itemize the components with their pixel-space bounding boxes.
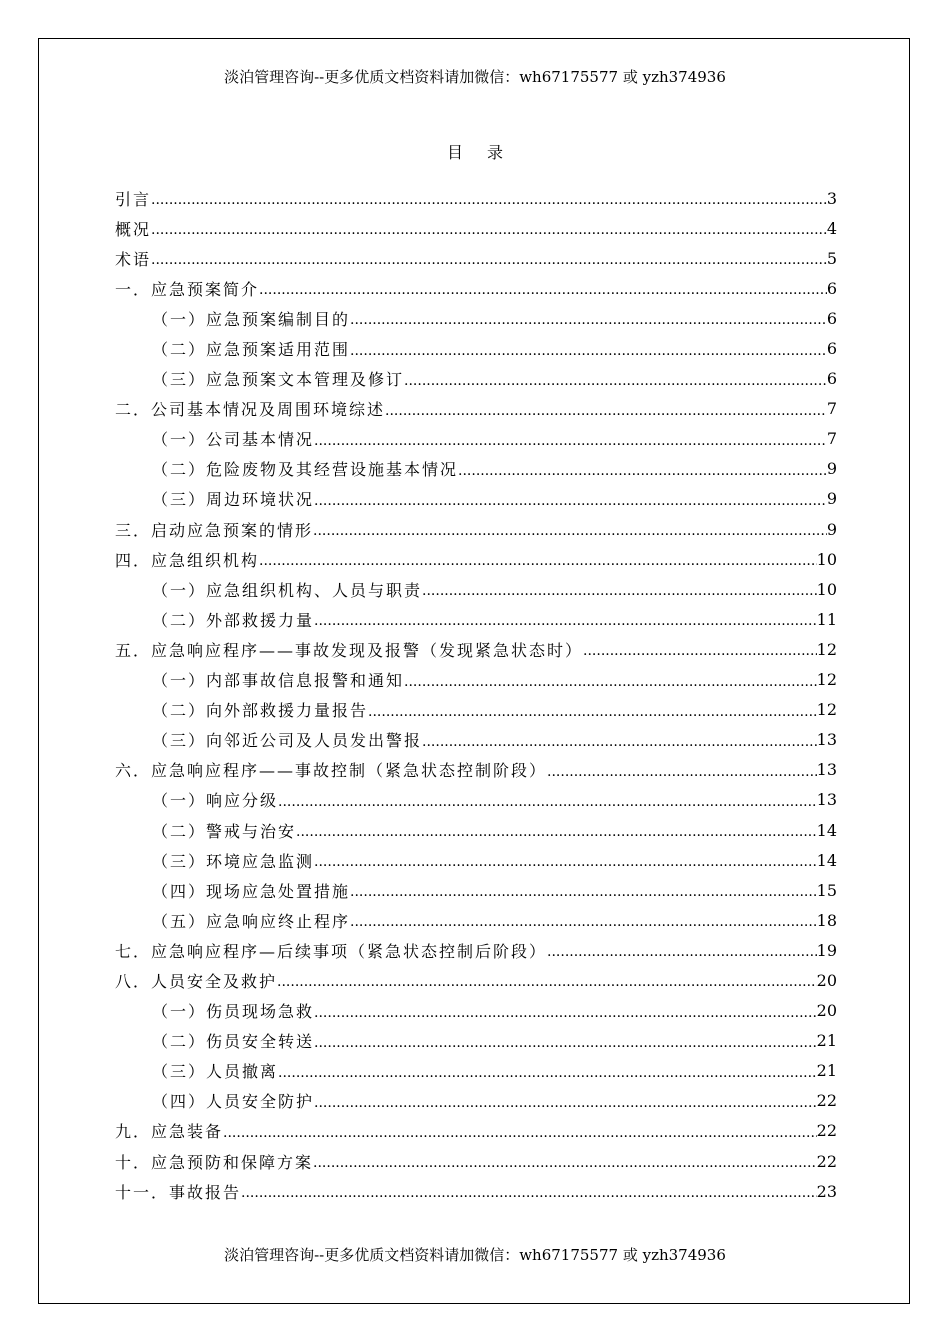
toc-entry[interactable]: [115, 424, 837, 454]
toc-leader-dots: [259, 282, 827, 298]
toc-leader-dots: [313, 523, 827, 539]
toc-entry-page: 12: [816, 670, 837, 690]
toc-entry-page: 18: [816, 910, 837, 930]
toc-entry-page: 22: [816, 1151, 837, 1171]
toc-entry-label: （五）应急响应终止程序: [152, 911, 351, 931]
toc-entry[interactable]: [115, 1146, 837, 1176]
toc-leader-dots: [241, 1185, 817, 1201]
toc-leader-dots: [314, 854, 817, 870]
toc-entry[interactable]: [115, 634, 837, 664]
toc-entry-page: 12: [816, 700, 837, 720]
toc-entry-page: 9: [826, 459, 837, 479]
toc-entry-page: 23: [816, 1181, 837, 1201]
toc-entry-page: 20: [816, 970, 837, 990]
toc-leader-dots: [422, 734, 817, 750]
toc-entry-page: 9: [826, 519, 837, 539]
toc-entry[interactable]: [115, 785, 837, 815]
toc-entry-label: （二）应急预案适用范围: [152, 340, 351, 360]
toc-entry[interactable]: [115, 394, 837, 424]
toc-entry-label: （四）人员安全防护: [152, 1092, 315, 1112]
toc-entry-label: 九．应急装备: [115, 1122, 224, 1142]
toc-entry-page: 21: [816, 1061, 837, 1081]
toc-leader-dots: [259, 553, 817, 569]
toc-leader-dots: [296, 824, 817, 840]
toc-entry-label: （三）人员撤离: [152, 1062, 279, 1082]
toc-entry-page: 5: [826, 248, 837, 268]
toc-entry-page: 6: [826, 308, 837, 328]
toc-leader-dots: [404, 373, 827, 389]
toc-entry[interactable]: [115, 755, 837, 785]
toc-entry-label: 三．启动应急预案的情形: [115, 520, 314, 540]
toc-entry[interactable]: [115, 875, 837, 905]
toc-leader-dots: [314, 1095, 817, 1111]
toc-entry-page: 3: [826, 188, 837, 208]
toc-title: 目录: [446, 143, 527, 162]
toc-entry-page: 15: [816, 880, 837, 900]
toc-leader-dots: [313, 1155, 817, 1171]
table-of-contents: [115, 183, 837, 1206]
toc-entry[interactable]: [115, 243, 837, 273]
toc-entry-label: （二）伤员安全转送: [152, 1032, 315, 1052]
toc-entry-label: （二）警戒与治安: [152, 821, 297, 841]
toc-entry-label: （一）内部事故信息报警和通知: [152, 671, 405, 691]
toc-leader-dots: [547, 764, 817, 780]
toc-entry-label: 术语: [115, 249, 152, 269]
toc-leader-dots: [385, 403, 827, 419]
toc-leader-dots: [404, 674, 817, 690]
toc-leader-dots: [350, 343, 827, 359]
toc-entry-label: （三）向邻近公司及人员发出警报: [152, 731, 423, 751]
toc-entry[interactable]: [115, 996, 837, 1026]
toc-entry-label: （一）应急组织机构、人员与职责: [152, 580, 423, 600]
toc-leader-dots: [350, 914, 817, 930]
toc-leader-dots: [422, 583, 817, 599]
toc-entry-label: （四）现场应急处置措施: [152, 881, 351, 901]
toc-leader-dots: [314, 613, 817, 629]
toc-leader-dots: [314, 493, 827, 509]
toc-entry[interactable]: [115, 333, 837, 363]
toc-entry-label: 一．应急预案简介: [115, 279, 260, 299]
toc-entry[interactable]: [115, 1026, 837, 1056]
toc-entry[interactable]: [115, 273, 837, 303]
toc-entry[interactable]: [115, 695, 837, 725]
toc-entry-label: （一）伤员现场急救: [152, 1002, 315, 1022]
toc-entry[interactable]: [115, 454, 837, 484]
toc-leader-dots: [314, 1035, 817, 1051]
toc-leader-dots: [350, 884, 817, 900]
toc-entry-page: 7: [826, 399, 837, 419]
toc-entry-page: 9: [826, 489, 837, 509]
toc-entry-page: 13: [816, 760, 837, 780]
toc-entry[interactable]: [115, 665, 837, 695]
toc-entry[interactable]: [115, 183, 837, 213]
toc-entry-label: （二）外部救援力量: [152, 610, 315, 630]
toc-entry-label: 十．应急预防和保障方案: [115, 1152, 314, 1172]
toc-entry[interactable]: [115, 1086, 837, 1116]
toc-entry-page: 20: [816, 1001, 837, 1021]
toc-leader-dots: [368, 704, 817, 720]
toc-leader-dots: [223, 1125, 817, 1141]
toc-entry-label: 四．应急组织机构: [115, 550, 260, 570]
toc-leader-dots: [151, 192, 827, 208]
toc-entry-page: 11: [816, 609, 837, 629]
toc-entry-label: （三）应急预案文本管理及修订: [152, 370, 405, 390]
toc-entry[interactable]: [115, 905, 837, 935]
toc-entry-label: 十一．事故报告: [115, 1182, 242, 1202]
toc-entry[interactable]: [115, 604, 837, 634]
toc-entry-label: 二．公司基本情况及周围环境综述: [115, 400, 386, 420]
toc-entry[interactable]: [115, 935, 837, 965]
toc-entry[interactable]: [115, 544, 837, 574]
toc-entry-page: 7: [826, 429, 837, 449]
toc-entry-label: 八．人员安全及救护: [115, 971, 278, 991]
toc-entry[interactable]: [115, 725, 837, 755]
toc-entry-label: （一）公司基本情况: [152, 430, 315, 450]
toc-leader-dots: [278, 1065, 817, 1081]
toc-leader-dots: [547, 944, 817, 960]
toc-entry[interactable]: [115, 213, 837, 243]
toc-entry-page: 10: [816, 549, 837, 569]
toc-entry-label: （一）应急预案编制目的: [152, 309, 351, 329]
toc-leader-dots: [583, 643, 817, 659]
toc-entry-page: 21: [816, 1031, 837, 1051]
toc-leader-dots: [151, 252, 827, 268]
toc-entry-page: 6: [826, 339, 837, 359]
toc-entry[interactable]: [115, 1056, 837, 1086]
toc-leader-dots: [151, 222, 827, 238]
toc-leader-dots: [314, 1005, 817, 1021]
toc-entry-label: （三）环境应急监测: [152, 851, 315, 871]
toc-entry-label: 六．应急响应程序——事故控制（紧急状态控制阶段）: [115, 761, 548, 781]
toc-entry-page: 22: [816, 1121, 837, 1141]
toc-leader-dots: [278, 794, 817, 810]
toc-entry-label: （二）危险废物及其经营设施基本情况: [152, 460, 459, 480]
toc-entry-label: （三）周边环境状况: [152, 490, 315, 510]
toc-entry-label: 引言: [115, 189, 152, 209]
toc-entry-label: （二）向外部救援力量报告: [152, 701, 369, 721]
toc-leader-dots: [350, 312, 827, 328]
toc-entry[interactable]: [115, 815, 837, 845]
toc-entry-page: 4: [826, 218, 837, 238]
toc-leader-dots: [458, 463, 827, 479]
toc-entry-page: 6: [826, 369, 837, 389]
toc-entry-page: 14: [816, 820, 837, 840]
toc-entry[interactable]: [115, 574, 837, 604]
toc-entry-page: 14: [816, 850, 837, 870]
toc-entry[interactable]: [115, 484, 837, 514]
toc-entry[interactable]: [115, 1176, 837, 1206]
toc-entry-page: 19: [816, 940, 837, 960]
toc-entry-page: 12: [816, 639, 837, 659]
toc-entry[interactable]: [115, 514, 837, 544]
toc-entry-page: 6: [826, 278, 837, 298]
toc-entry-label: 概况: [115, 219, 152, 239]
page-footer: 淡泊管理咨询--更多优质文档资料请加微信：wh67175577 或 yzh374936: [224, 1246, 726, 1264]
toc-entry-page: 13: [816, 730, 837, 750]
toc-entry-label: （一）响应分级: [152, 791, 279, 811]
toc-entry[interactable]: [115, 364, 837, 394]
page-header: 淡泊管理咨询--更多优质文档资料请加微信：wh67175577 或 yzh374936: [224, 68, 726, 86]
toc-leader-dots: [314, 433, 827, 449]
toc-entry-page: 10: [816, 579, 837, 599]
toc-entry-label: 七．应急响应程序—后续事项（紧急状态控制后阶段）: [115, 941, 548, 961]
toc-entry[interactable]: [115, 303, 837, 333]
toc-entry[interactable]: [115, 845, 837, 875]
toc-entry-label: 五．应急响应程序——事故发现及报警（发现紧急状态时）: [115, 640, 584, 660]
toc-entry[interactable]: [115, 965, 837, 995]
toc-entry-page: 13: [816, 790, 837, 810]
toc-leader-dots: [277, 974, 817, 990]
toc-entry[interactable]: [115, 1116, 837, 1146]
toc-entry-page: 22: [816, 1091, 837, 1111]
